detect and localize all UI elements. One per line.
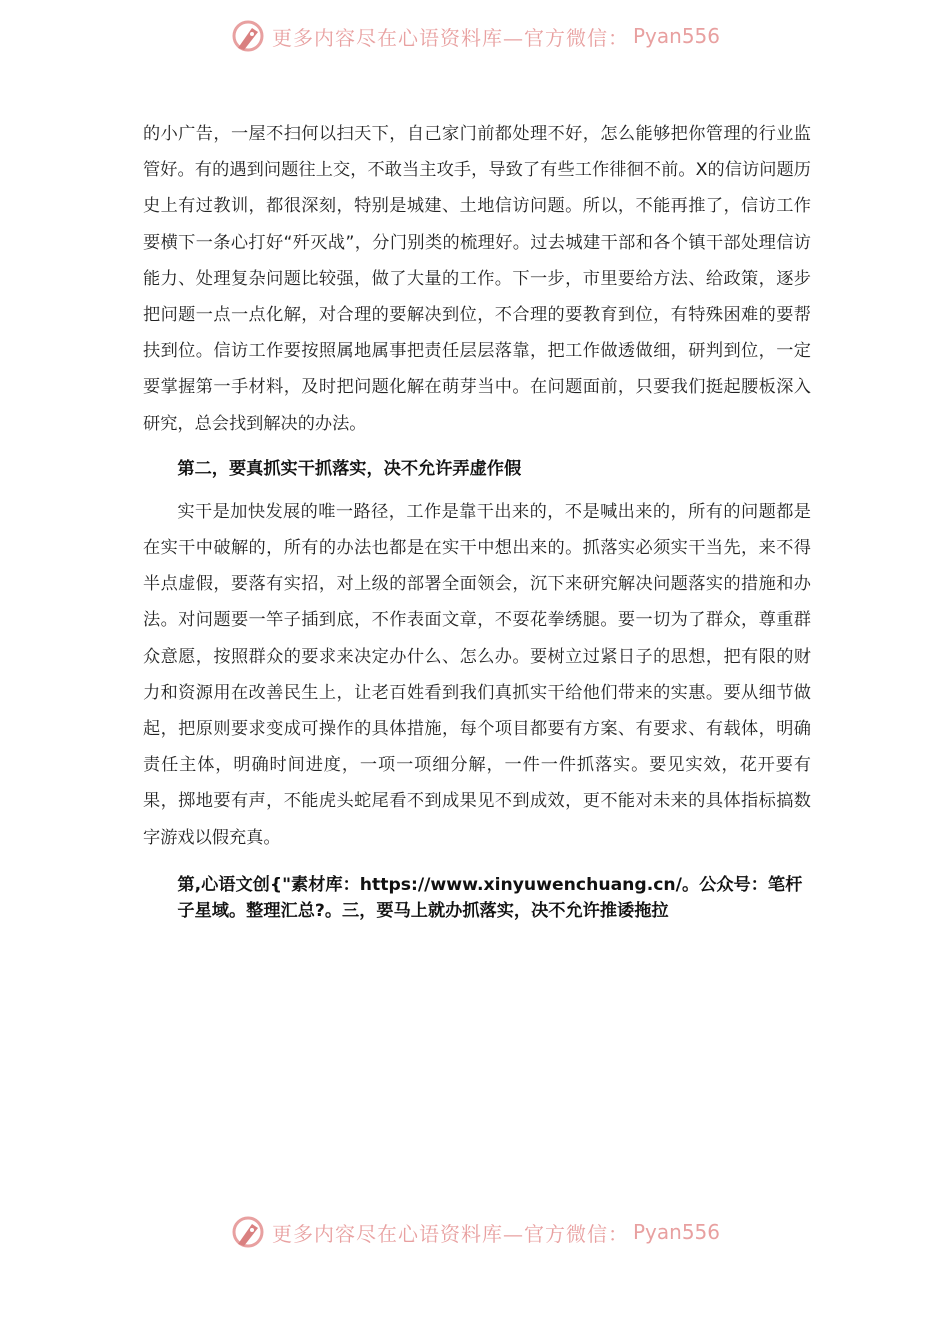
paragraph-1: 的小广告，一屋不扫何以扫天下，自己家门前都处理不好，怎么能够把你管理的行业监管好。有的遇到问题往上交，不敢当主攻手，导致了有些工作徘徊不前。X的信访问题历史上有过教训，都很深刻，特别是城建、土地信访问题。所以，不能再推了，信访工作要横下一条心打好“歼灭战”，分门别类的梳理好。过去城建干部和各个镇干部处理信访能力、处理复杂问题比较强，做了大量的工作。下一步，市里要给方法、给政策，逐步把问题一点一点化解，对合理的要解决到位，不合理的要教育到位，有特殊困难的要帮扶到位。信访工作要按照属地属事把责任层层落靠，把工作做透做细，研判到位，一定要掌握第一手材料，及时把问题化解在萌芽当中。在问题面前，只要我们挺起腰板深入研究，总会找到解决的办法。: [143, 124, 811, 434]
paragraph-2: 实干是加快发展的唯一路径，工作是靠干出来的，不是喊出来的，所有的问题都是在实干中破解的，所有的办法也都是在实干中想出来的。抓落实必须实干当先，来不得半点虚假，要落有实招，对上级的部署全面领会，沉下来研究解决问题落实的措施和办法。对问题要一竿子插到底，不作表面文章，不耍花拳绣腿。要一切为了群众，尊重群众意愿，按照群众的要求来决定办什么、怎么办。要树立过紧日子的思想，把有限的财力和资源用在改善民生上，让老百姓看到我们真抓实干给他们带来的实惠。要从细节做起，把原则要求变成可操作的具体措施，每个项目都要有方案、有要求、有载体，明确责任主体，明确时间进度，一项一项细分解，一件一件抓落实。要见实效，花开要有果，掷地要有声，不能虎头蛇尾看不到成果见不到成效，更不能对未来的具体指标搞数字游戏以假充真。: [143, 501, 811, 848]
document-body: [143, 116, 811, 924]
banner-text: 更多内容尽在心语资料库—官方微信：: [271, 25, 629, 50]
footer-watermark-banner: [0, 1210, 950, 1254]
header-watermark-banner: [0, 14, 950, 58]
banner-wechat-id: Pyan556: [632, 1220, 720, 1244]
pen-nib-logo-icon: [230, 18, 266, 54]
section-heading-3: 第,心语文创{"素材库：https://www.xinyuwenchuang.cn/。公众号：笔杆子星域。整理汇总?。三，要马上就办抓落实，决不允许推诿拖拉: [177, 874, 803, 921]
pen-nib-logo-icon: [230, 1214, 266, 1250]
banner-text: 更多内容尽在心语资料库—官方微信：: [271, 1221, 629, 1246]
section-heading-2: 第二，要真抓实干抓落实，决不允许弄虚作假: [177, 458, 522, 479]
banner-wechat-id: Pyan556: [632, 24, 720, 48]
